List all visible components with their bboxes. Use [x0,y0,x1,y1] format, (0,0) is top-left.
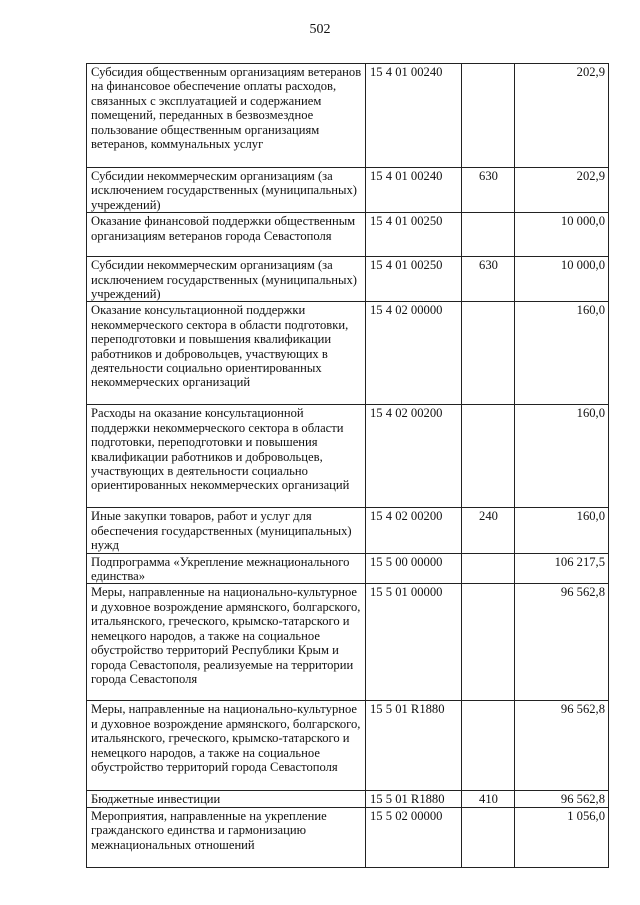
row-code: 15 4 01 00250 [366,257,462,302]
row-type [462,302,515,405]
table-row [87,213,609,257]
row-code: 15 4 02 00200 [366,508,462,553]
table-row [87,701,609,791]
row-sum: 96 562,8 [515,791,609,807]
table-row [87,791,609,807]
row-code: 15 4 01 00250 [366,213,462,257]
row-code: 15 4 01 00240 [366,64,462,168]
row-sum: 202,9 [515,64,609,168]
row-type: 630 [462,257,515,302]
row-code: 15 5 00 00000 [366,553,462,584]
table-row [87,64,609,168]
row-name: Оказание финансовой поддержки общественным организациям ветеранов города Севастополя [87,213,366,257]
row-sum: 106 217,5 [515,553,609,584]
page-number: 502 [309,22,331,37]
row-name: Субсидии некоммерческим организациям (за исключением государственных (муниципальных) учреждений) [87,257,366,302]
row-sum: 10 000,0 [515,213,609,257]
table-row [87,302,609,405]
row-name: Субсидия общественным организациям ветеранов на финансовое обеспечение оплаты расходов, связанных с эксплуатацией и содержанием помещений, переданных в безвозмездное пользование общественным организациям ветеранов, коммунальных услуг [87,64,366,168]
row-code: 15 5 01 00000 [366,584,462,701]
row-code: 15 5 01 R1880 [366,791,462,807]
row-code: 15 4 02 00000 [366,302,462,405]
row-sum: 10 000,0 [515,257,609,302]
row-type: 240 [462,508,515,553]
row-name: Меры, направленные на национально-культурное и духовное возрождение армянского, болгарского, итальянского, греческого, крымско-татарского и немецкого народов, а также на социальное обустройство территорий города Севастополя [87,701,366,791]
row-type [462,405,515,508]
row-name: Оказание консультационной поддержки некоммерческого сектора в области подготовки, переподготовки и повышения квалификации работников и добровольцев, участвующих в деятельности социально ориентированных некоммерческих организаций [87,302,366,405]
row-type [462,213,515,257]
row-code: 15 4 02 00200 [366,405,462,508]
row-type: 410 [462,791,515,807]
table-row [87,553,609,584]
row-type [462,701,515,791]
table-row [87,168,609,213]
table-row [87,584,609,701]
row-name: Мероприятия, направленные на укрепление гражданского единства и гармонизацию межнациональных отношений [87,807,366,867]
budget-table-body [87,64,609,868]
row-sum: 160,0 [515,405,609,508]
row-type: 630 [462,168,515,213]
row-code: 15 4 01 00240 [366,168,462,213]
row-sum: 96 562,8 [515,584,609,701]
row-sum: 202,9 [515,168,609,213]
row-sum: 1 056,0 [515,807,609,867]
row-type [462,584,515,701]
row-name: Расходы на оказание консультационной поддержки некоммерческого сектора в области подготовки, переподготовки и повышения квалификации работников и добровольцев, участвующих в деятельности социально ориентированных некоммерческих организаций [87,405,366,508]
row-name: Меры, направленные на национально-культурное и духовное возрождение армянского, болгарского, итальянского, греческого, крымско-татарского и немецкого народов, а также на социальное обустройство территорий Республики Крым и города Севастополя, реализуемые на территории города Севастополя [87,584,366,701]
row-type [462,64,515,168]
row-name: Бюджетные инвестиции [87,791,366,807]
table-row [87,257,609,302]
table-row [87,405,609,508]
row-type [462,807,515,867]
table-row [87,807,609,867]
row-name: Иные закупки товаров, работ и услуг для обеспечения государственных (муниципальных) нужд [87,508,366,553]
row-name: Субсидии некоммерческим организациям (за исключением государственных (муниципальных) учреждений) [87,168,366,213]
row-code: 15 5 01 R1880 [366,701,462,791]
row-code: 15 5 02 00000 [366,807,462,867]
row-name: Подпрограмма «Укрепление межнационального единства» [87,553,366,584]
row-sum: 160,0 [515,508,609,553]
table-row [87,508,609,553]
row-type [462,553,515,584]
row-sum: 96 562,8 [515,701,609,791]
row-sum: 160,0 [515,302,609,405]
budget-table [86,63,609,868]
